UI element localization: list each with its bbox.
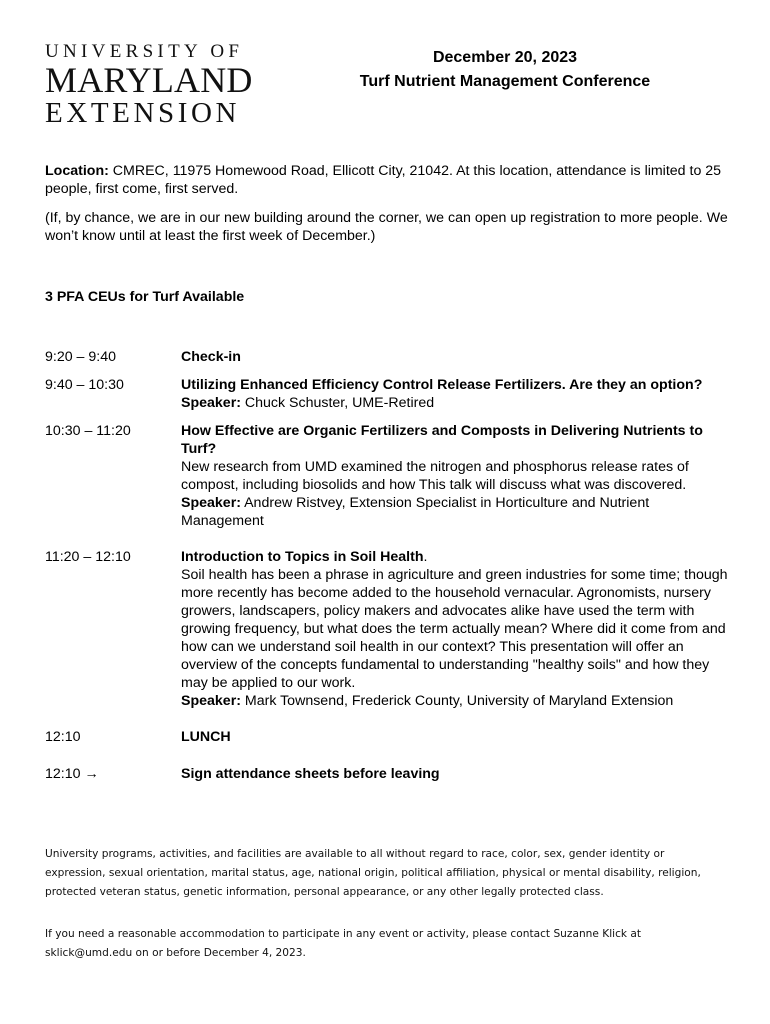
speaker-label: Speaker: bbox=[181, 395, 241, 411]
logo-line-3: EXTENSION bbox=[45, 97, 241, 129]
agenda-speaker bbox=[181, 692, 735, 710]
speaker-label: Speaker: bbox=[181, 693, 241, 709]
agenda-description bbox=[181, 765, 735, 783]
agenda-speaker bbox=[181, 394, 735, 412]
location-note: (If, by chance, we are in our new building around the corner, we can open up registration to more people. We won’t know until at least the first week of December.) bbox=[45, 210, 728, 244]
logo-line-1: UNIVERSITY OF bbox=[45, 41, 244, 62]
agenda-speaker bbox=[181, 494, 735, 530]
speaker-name: Andrew Ristvey, Extension Specialist in Horticulture and Nutrient Management bbox=[181, 495, 650, 529]
agenda-row bbox=[45, 728, 735, 746]
document-header bbox=[330, 46, 680, 94]
event-date: December 20, 2023 bbox=[432, 49, 578, 66]
location-text: CMREC, 11975 Homewood Road, Ellicott City, 21042. At this location, attendance is limited to 25 people, first come, first served. bbox=[45, 163, 722, 197]
agenda-time: 12:10 bbox=[45, 729, 81, 745]
university-of-maryland-extension-logo bbox=[45, 42, 280, 128]
agenda-row bbox=[45, 348, 735, 366]
agenda-body: Soil health has been a phrase in agriculture and green industries for some time; though more recently has become added to the household vernacular. Agronomists, nursery growers, landscapers, policy makers and advocates alike have used the term with growing frequency, but what does the term actually mean? Where did it come from and how can we understand soil health in our context? This presentation will offer an overview of the concepts fundamental to understanding "healthy soils" and how they may be applied to our work. bbox=[181, 567, 728, 691]
nondiscrimination-statement: University programs, activities, and facilities are available to all without regard to race, color, sex, gender identity or expression, sexual orientation, marital status, age, national origin, political affiliation, physical or mental disability, religion, protected veteran status, genetic information, personal appearance, or any other legally protected class. bbox=[45, 848, 701, 898]
agenda-title: Sign attendance sheets before leaving bbox=[181, 766, 440, 782]
agenda-time: 10:30 – 11:20 bbox=[45, 423, 131, 439]
agenda-schedule bbox=[45, 348, 735, 793]
location-section bbox=[45, 162, 735, 256]
agenda-title-suffix: . bbox=[423, 549, 428, 565]
speaker-name: Chuck Schuster, UME-Retired bbox=[240, 395, 435, 411]
agenda-time: 11:20 – 12:10 bbox=[45, 549, 131, 565]
agenda-row bbox=[45, 376, 735, 412]
agenda-row bbox=[45, 422, 735, 530]
agenda-description bbox=[181, 376, 735, 412]
location-label: Location: bbox=[45, 163, 109, 179]
agenda-description bbox=[181, 348, 735, 366]
agenda-row bbox=[45, 765, 735, 783]
agenda-row bbox=[45, 548, 735, 710]
event-title: Turf Nutrient Management Conference bbox=[359, 73, 651, 90]
location-paragraph bbox=[45, 162, 735, 198]
ceus-heading: 3 PFA CEUs for Turf Available bbox=[45, 289, 245, 305]
agenda-title: How Effective are Organic Fertilizers and Composts in Delivering Nutrients to Turf? bbox=[181, 423, 703, 457]
accommodation-statement: If you need a reasonable accommodation to participate in any event or activity, please contact Suzanne Klick at sklick@umd.edu on or before December 4, 2023. bbox=[45, 928, 642, 959]
speaker-name: Mark Townsend, Frederick County, University of Maryland Extension bbox=[240, 693, 674, 709]
logo-line-2: MARYLAND bbox=[45, 60, 253, 100]
agenda-description bbox=[181, 728, 735, 746]
agenda-title: Introduction to Topics in Soil Health bbox=[181, 549, 424, 565]
agenda-body: New research from UMD examined the nitrogen and phosphorus release rates of compost, including biosolids and how This talk will discuss what was discovered. bbox=[181, 459, 689, 493]
speaker-label: Speaker: bbox=[181, 495, 241, 511]
agenda-time: 9:20 – 9:40 bbox=[45, 349, 116, 365]
agenda-time: 12:10 → bbox=[45, 766, 99, 782]
agenda-title: LUNCH bbox=[181, 729, 231, 745]
agenda-description bbox=[181, 422, 735, 530]
agenda-title: Utilizing Enhanced Efficiency Control Release Fertilizers. Are they an option? bbox=[181, 377, 703, 393]
agenda-description bbox=[181, 548, 735, 710]
agenda-time: 9:40 – 10:30 bbox=[45, 377, 124, 393]
agenda-title: Check-in bbox=[181, 349, 241, 365]
agenda-title-line bbox=[181, 548, 735, 566]
